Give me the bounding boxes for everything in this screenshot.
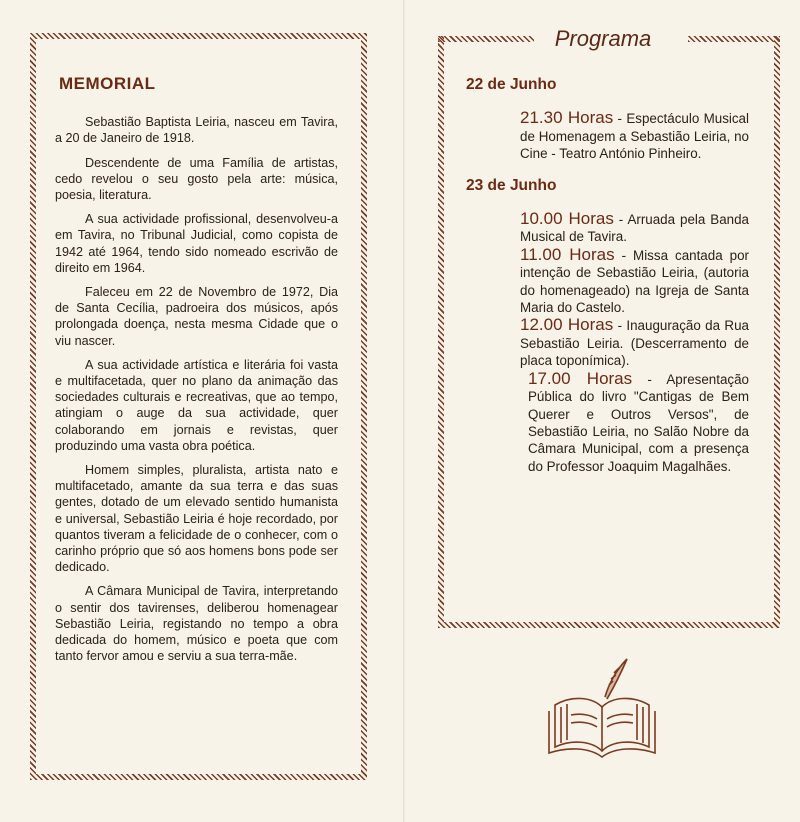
memorial-title: MEMORIAL (59, 74, 156, 93)
event-time: 10.00 Horas (520, 209, 614, 229)
event-item (466, 210, 749, 246)
event-time: 21.30 Horas (520, 108, 614, 128)
programa-title: Programa (554, 26, 652, 51)
day-heading: 22 de Junho (466, 76, 557, 93)
event-text: - Apresentação Pública do livro "Cantigas de Bem Querer e Outros Versos", de Sebastião Leiria, no Salão Nobre da Câmara Municipal, com a presença do Professor Joaquim Magalhães. (528, 371, 749, 474)
event-time: 11.00 Horas (520, 244, 615, 264)
frame-top-left (438, 36, 534, 42)
memorial-paragraph: Descendente de uma Família de artistas, cedo revelou o seu gosto pela arte: música, poesia, literatura. (55, 155, 338, 203)
memorial-paragraph: A Câmara Municipal de Tavira, interpretando o sentir dos tavirenses, deliberou homenagear Sebastião Leiria, registando no tempo a obra dedicada do homem, músico e poeta que com tanto fervor amou e serviu a sua terra-mãe. (55, 584, 338, 664)
event-item (466, 370, 749, 475)
event-time: 17.00 Horas (528, 368, 633, 388)
event-text: - Arruada pela Banda Musical de Tavira. (520, 212, 749, 245)
event-text: - Missa cantada por intenção de Sebastião Leiria, (autoria do homenageado) na Igreja de Santa Maria do Castelo. (520, 247, 749, 316)
memorial-paragraph: Faleceu em 22 de Novembro de 1972, Dia de Santa Cecília, padroeira dos músicos, após prolongada doença, nesta mesma Cidade que o viu nascer. (55, 285, 338, 348)
programa-panel (466, 70, 749, 475)
memorial-paragraph: A sua actividade artística e literária foi vasta e multifacetada, quer no plano da animação das sociedades culturais e recreativas, que ao tempo, atingiam o auge da sua actividade, quer colaborando em jornais e revistas, quer produzindo uma vasta obra poética. (55, 357, 338, 453)
day-heading: 23 de Junho (466, 176, 557, 194)
page-fold (403, 0, 405, 822)
event-item (466, 246, 749, 317)
book-quill-icon (547, 655, 657, 760)
memorial-paragraph: A sua actividade profissional, desenvolveu-a em Tavira, no Tribunal Judicial, como copista de 1942 até 1964, tendo sido nomeado escrivão de direito em 1964. (55, 212, 338, 275)
memorial-panel (55, 70, 338, 673)
event-text: - Espectáculo Musical de Homenagem a Sebastião Leiria, no Cine - Teatro António Pinheiro. (520, 111, 749, 162)
frame-top-right (688, 36, 780, 42)
event-text: - Inauguração da Rua Sebastião Leiria. (Descerramento de placa toponímica). (520, 318, 749, 369)
memorial-paragraph: Sebastião Baptista Leiria, nasceu em Tavira, a 20 de Janeiro de 1918. (55, 115, 338, 146)
event-item (466, 316, 749, 369)
event-time: 12.00 Horas (520, 315, 614, 335)
event-item (466, 109, 749, 162)
memorial-paragraph: Homem simples, pluralista, artista nato e multifacetado, amante da sua terra e das suas gentes, dotado de um elevado sentido humanista e universal, Sebastião Leiria é hoje recordado, por quantos tiveram a felicidade de o conhecer, com o carinho próprio que só aos homens bons pode ser dedicado. (55, 463, 338, 575)
